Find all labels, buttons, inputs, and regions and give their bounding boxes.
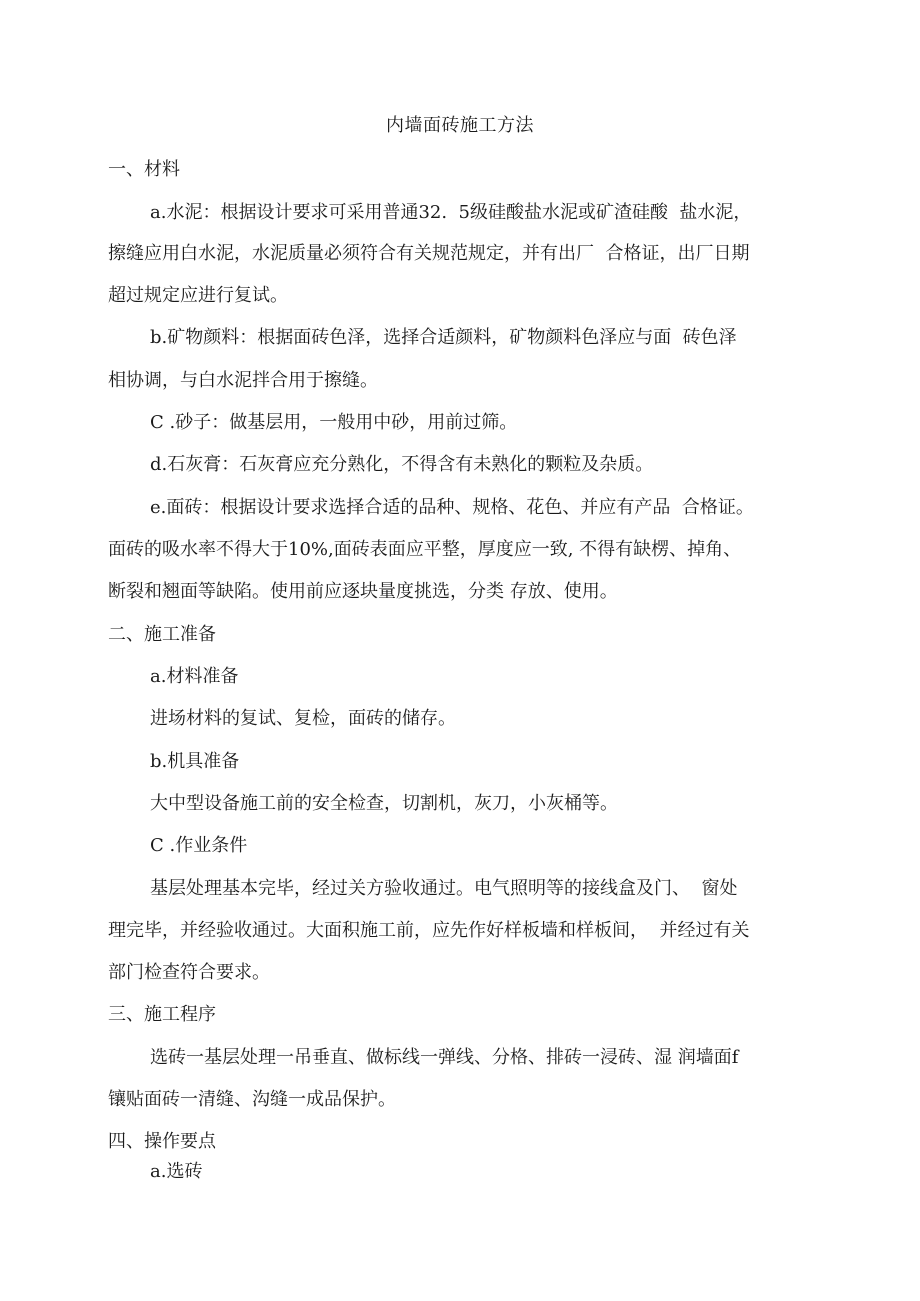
section-heading-key-points: 四、操作要点	[108, 1131, 216, 1152]
section-heading-preparation: 二、施工准备	[108, 624, 216, 645]
subheading: a.材料准备	[150, 666, 239, 687]
subheading: a.选砖	[150, 1161, 203, 1182]
subheading: b.机具准备	[150, 751, 240, 772]
paragraph-line: d.石灰膏：石灰膏应充分熟化，不得含有未熟化的颗粒及杂质。	[150, 454, 654, 475]
subheading: C .作业条件	[150, 835, 248, 856]
document-title: 内墙面砖施工方法	[386, 115, 534, 136]
paragraph-line: 面砖的吸水率不得大于10%,面砖表面应平整，厚度应一致, 不得有缺楞、掉角、	[108, 539, 742, 560]
paragraph-line: e.面砖：根据设计要求选择合适的品种、规格、花色、并应有产品 合格证。	[150, 497, 754, 518]
paragraph-line: 相协调，与白水泥拌合用于擦缝。	[108, 370, 378, 391]
paragraph-line: 基层处理基本完毕，经过关方验收通过。电气照明等的接线盒及门、 窗处	[150, 878, 738, 899]
paragraph-line: C .砂子：做基层用，一般用中砂，用前过筛。	[150, 412, 518, 433]
paragraph-line: 超过规定应进行复试。	[108, 285, 288, 306]
paragraph-line: 进场材料的复试、复检，面砖的储存。	[150, 708, 456, 729]
paragraph-line: 断裂和翘面等缺陷。使用前应逐块量度挑选，分类 存放、使用。	[108, 581, 618, 602]
paragraph-line: 部门检查符合要求。	[108, 962, 270, 983]
section-heading-materials: 一、材料	[108, 159, 180, 180]
paragraph-line: 大中型设备施工前的安全检查，切割机，灰刀，小灰桶等。	[150, 793, 618, 814]
paragraph-line: 镶贴面砖一清缝、沟缝一成品保护。	[108, 1089, 396, 1110]
section-heading-procedure: 三、施工程序	[108, 1004, 216, 1025]
paragraph-line: 擦缝应用白水泥，水泥质量必须符合有关规范规定，并有出厂 合格证，出厂日期	[108, 243, 750, 264]
paragraph-line: b.矿物颜料：根据面砖色泽，选择合适颜料，矿物颜料色泽应与面 砖色泽	[150, 327, 737, 348]
paragraph-line: a.水泥：根据设计要求可采用普通32. 5级硅酸盐水泥或矿渣硅酸 盐水泥，	[150, 202, 752, 223]
paragraph-line: 选砖一基层处理一吊垂直、做标线一弹线、分格、排砖一浸砖、湿 润墙面f	[150, 1047, 739, 1068]
paragraph-line: 理完毕，并经验收通过。大面积施工前，应先作好样板墙和样板间， 并经过有关	[108, 920, 750, 941]
